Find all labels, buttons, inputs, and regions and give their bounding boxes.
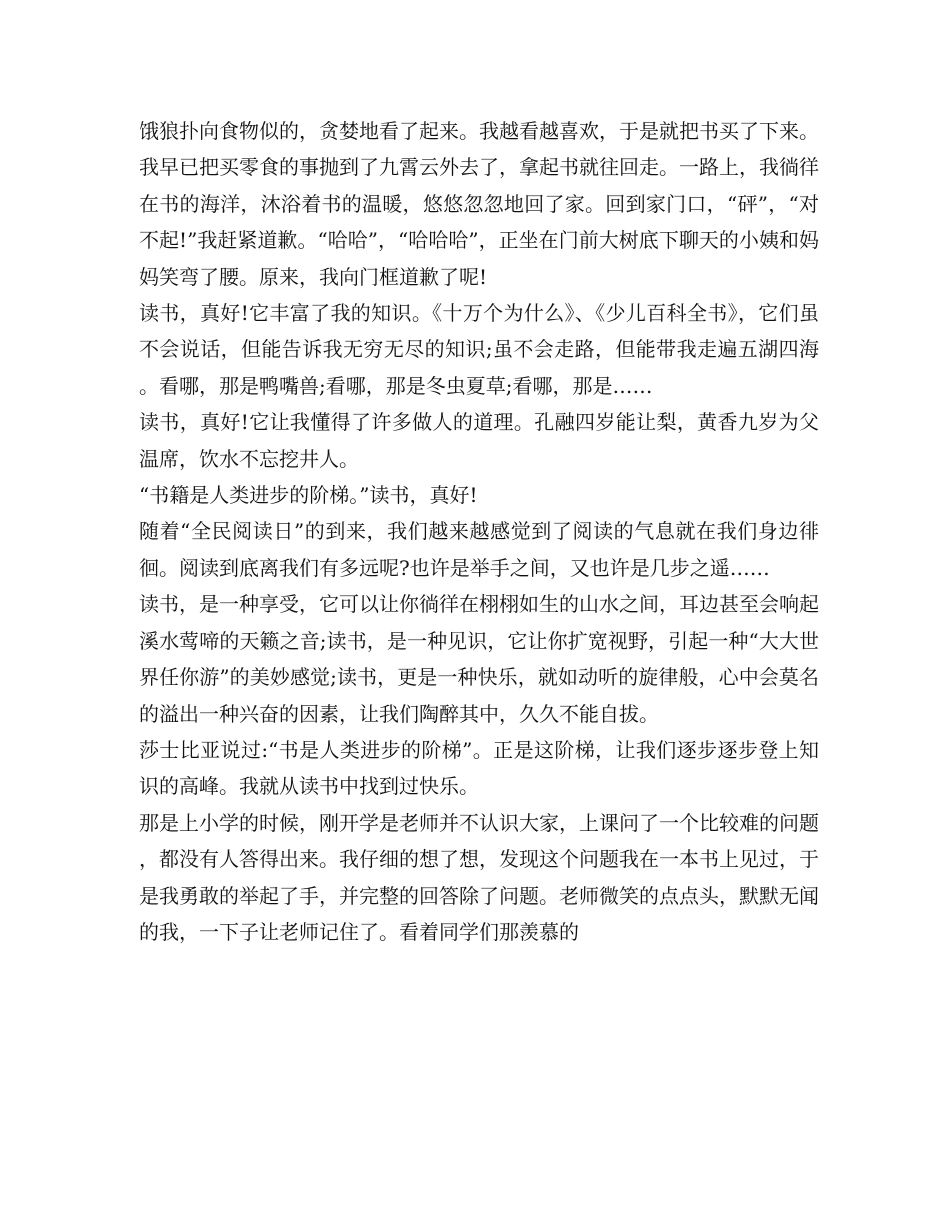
paragraph-2: 读书，真好!它丰富了我的知识。《十万个为什么》、《少儿百科全书》，它们虽不会说话，但能告诉我无穷无尽的知识;虽不会走路，但能带我走遍五湖四海。看哪，那是鸭嘴兽;看哪，那是冬虫夏草;看哪，那是…… — [139, 301, 819, 398]
paragraph-7: 莎士比亚说过:“书是人类进步的阶梯”。正是这阶梯，让我们逐步逐步登上知识的高峰。我就从读书中找到过快乐。 — [139, 737, 819, 799]
paragraph-3: 读书，真好!它让我懂得了许多做人的道理。孔融四岁能让梨，黄香九岁为父温席，饮水不忘挖井人。 — [139, 410, 819, 471]
paragraph-1: 饿狼扑向食物似的，贪婪地看了起来。我越看越喜欢，于是就把书买了下来。我早已把买零食的事抛到了九霄云外去了，拿起书就往回走。一路上，我徜徉在书的海洋，沐浴着书的温暖，悠悠忽忽地回了家。回到家门口，“砰”，“对不起!”我赶紧道歉。“哈哈”，“哈哈哈”，正坐在门前大树底下聊天的小姨和妈妈笑弯了腰。原来，我向门框道歉了呢! — [139, 119, 819, 289]
paragraph-4: “书籍是人类进步的阶梯。”读书，真好! — [139, 483, 478, 508]
document-page — [139, 113, 819, 950]
paragraph-6: 读书，是一种享受，它可以让你徜徉在栩栩如生的山水之间，耳边甚至会响起溪水莺啼的天籁之音;读书，是一种见识，它让你扩宽视野，引起一种“大大世界任你游”的美妙感觉;读书，更是一种快乐，就如动听的旋律般，心中会莫名的溢出一种兴奋的因素，让我们陶醉其中，久久不能自拔。 — [139, 592, 819, 726]
paragraph-5: 随着“全民阅读日”的到来，我们越来越感觉到了阅读的气息就在我们身边徘徊。阅读到底离我们有多远呢?也许是举手之间，又也许是几步之遥…… — [139, 519, 819, 580]
paragraph-8: 那是上小学的时候，刚开学是老师并不认识大家，上课问了一个比较难的问题，都没有人答得出来。我仔细的想了想，发现这个问题我在一本书上见过，于是我勇敢的举起了手，并完整的回答除了问题。老师微笑的点点头，默默无闻的我，一下子让老师记住了。看着同学们那羡慕的 — [139, 810, 819, 944]
